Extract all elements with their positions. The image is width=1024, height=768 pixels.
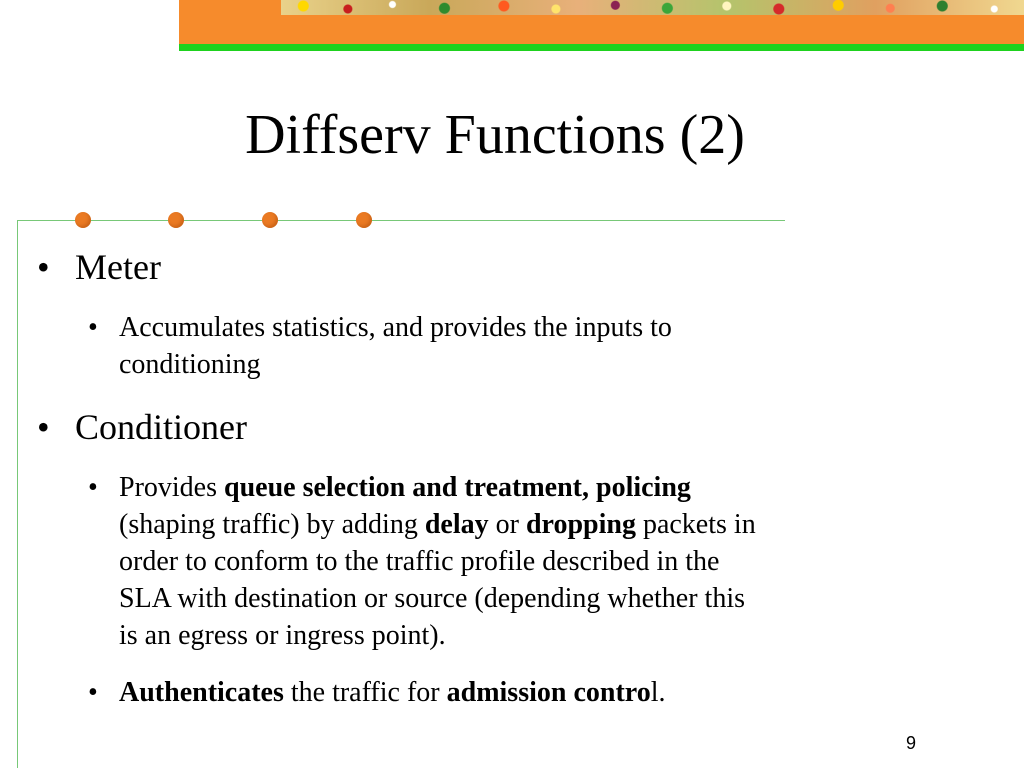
header-banner <box>179 0 1024 52</box>
auth-text: l. <box>650 677 666 708</box>
bullet-marker: • <box>37 407 50 447</box>
provides-text: packets in <box>635 509 756 540</box>
decor-dot-3 <box>262 212 278 228</box>
decor-dot-1 <box>75 212 91 228</box>
decor-dot-4 <box>356 212 372 228</box>
page-number: 9 <box>906 733 917 753</box>
provides-text: or <box>488 509 526 540</box>
sub-bullet-marker: • <box>88 472 98 503</box>
provides-text: is an egress or ingress point). <box>119 620 446 651</box>
meter-stats-line-2: conditioning <box>119 349 261 380</box>
banner-green-stripe <box>179 44 1024 51</box>
provides-text: order to conform to the traffic profile described in the <box>119 546 720 577</box>
slide-title: Diffserv Functions (2) <box>245 104 745 166</box>
bullet-conditioner <box>37 407 247 447</box>
sub-bullet-marker: • <box>88 312 98 343</box>
decor-dot-2 <box>168 212 184 228</box>
auth-bold-admission: admission contro <box>446 677 651 708</box>
provides-text: SLA with destination or source (depending whether this <box>119 583 745 614</box>
provides-bold-delay: delay <box>424 509 489 540</box>
banner-flower-image <box>281 0 1024 15</box>
provides-bold-dropping: dropping <box>525 509 636 540</box>
sub-bullet-marker: • <box>88 677 98 708</box>
frame-top-line <box>17 220 785 221</box>
bullet-meter-label: Meter <box>75 247 161 287</box>
sub-bullet-authenticates <box>88 674 909 711</box>
auth-bold-authenticates: Authenticates <box>119 677 284 708</box>
bullet-meter <box>37 247 161 287</box>
sub-bullet-provides <box>88 469 909 654</box>
provides-text: (shaping traffic) by adding <box>119 509 425 540</box>
sub-bullet-meter-stats <box>88 309 909 383</box>
bullet-marker: • <box>37 247 50 287</box>
provides-bold-queue: queue selection and treatment, policing <box>224 472 691 503</box>
bullet-conditioner-label: Conditioner <box>75 407 247 447</box>
frame-left-line <box>17 220 18 768</box>
meter-stats-line-1: Accumulates statistics, and provides the inputs to <box>119 312 672 343</box>
provides-text: Provides <box>119 472 224 503</box>
auth-text: the traffic for <box>283 677 447 708</box>
